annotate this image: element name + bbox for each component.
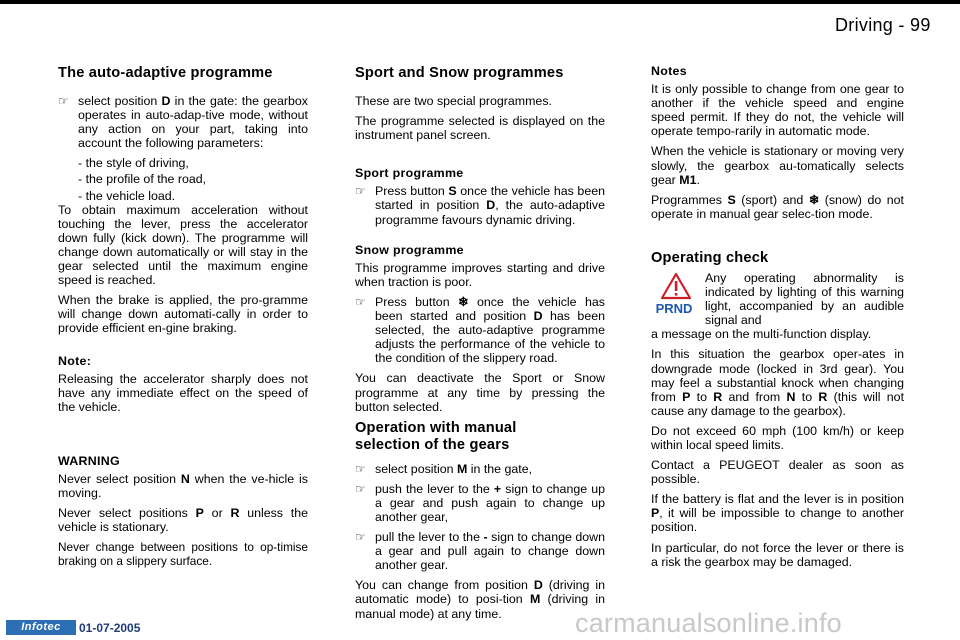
snowflake-icon: ❄ [458,294,469,309]
warning-light-block [651,271,904,327]
notes-text-3: Programmes S (sport) and ❄ (snow) do not operate in manual gear selec-tion mode. [651,192,904,221]
param-load: - the vehicle load. [78,188,176,203]
bullet-select-d: ☞ select position D in the gate: the gearbox operates in auto-adap-tive mode, without any action on your part, taking into account the following parameters: [58,94,308,151]
snowflake-icon: ❄ [808,192,820,207]
manual-heading: Operation with manual selection of the gears [355,419,517,453]
sport-programme-title: Sport programme [355,166,464,181]
column-sport-snow [355,64,605,627]
deactivate-text: You can deactivate the Sport or Snow programme at any time by pressing the button selected. [355,371,605,414]
gearbox-warning-light-icon [651,271,697,317]
warning-p-r: Never select positions P or R unless the vehicle is stationary. [58,506,309,535]
pointing-hand-icon: ☞ [355,530,366,545]
contact-dealer-text: Contact a PEUGEOT dealer as soon as possible. [651,458,904,487]
notes-text-1: It is only possible to change from one gear to another if the vehicle speed and engine speed permit. If they do not, the vehicle will operate tempo-rarily in automatic mode. [651,82,904,139]
warning-title: WARNING [58,453,120,468]
snow-text: This programme improves starting and drive when traction is poor. [355,260,605,289]
pointing-hand-icon: ☞ [58,94,69,108]
auto-adaptive-heading: The auto-adaptive programme [58,65,273,81]
footer-date: 01-07-2005 [79,621,141,635]
multifunction-display-text: a message on the multi-function display. [651,327,872,342]
pointing-hand-icon: ☞ [355,184,366,199]
svg-text:PRND: PRND [655,300,693,316]
header-rule [0,0,960,4]
watermark: carmanualsonline.info [575,608,842,638]
operating-check-heading: Operating check [651,249,769,266]
warning-light-text: Any operating abnormality is indicated by lighting of this warning light, accompanied by an audible signal and [705,270,904,328]
column-auto-adaptive [58,64,308,575]
bullet-minus: ☞ pull the lever to the - sign to change down a gear and pull again to change down another gear. [355,530,606,573]
braking-paragraph: When the brake is applied, the pro-gramme will change down automati-cally in order to provide efficient en-gine braking. [58,293,308,336]
force-lever-text: In particular, do not force the lever or there is a risk the gearbox may be damaged. [651,540,904,569]
note-title: Note: [58,353,92,368]
notes-title: Notes [651,64,687,78]
bullet-sport: ☞ Press button S once the vehicle has been started in position D, the auto-adaptive programme favours dynamic driving. [355,184,605,227]
page-title: Driving - 99 [835,15,931,35]
flat-battery-text: If the battery is flat and the lever is in position P, it will be impossible to change to another position. [651,492,904,535]
display-text: The programme selected is displayed on the instrument panel screen. [355,114,605,143]
pointing-hand-icon: ☞ [355,481,366,496]
warning-n: Never select position N when the ve-hicle is moving. [58,471,308,501]
column-notes-check [651,64,904,575]
downgrade-mode-text: In this situation the gearbox oper-ates in downgrade mode (locked in 3rd gear). You may feel a substantial knock when changing from P to R and from N to R (this will not cause any damage to the gearbox). [651,347,905,418]
sport-snow-heading: Sport and Snow programmes [355,65,564,81]
infotec-logo: Infotec [6,620,76,635]
param-profile: - the profile of the road, [78,172,207,187]
param-style: - the style of driving, [78,156,189,171]
kickdown-paragraph: To obtain maximum acceleration without touching the lever, press the accelerator down fully (kick down). The programme will change down automatically or will stay in the gear selected until the maximum engine speed is reached. [58,202,308,288]
bullet-select-m: ☞ select position M in the gate, [355,461,533,476]
notes-text-2: When the vehicle is stationary or moving very slowly, the gearbox au-tomatically selects gear M1. [651,144,904,187]
bullet-plus: ☞ push the lever to the + sign to change up a gear and push again to change up another gear, [355,481,605,524]
speed-limit-text: Do not exceed 60 mph (100 km/h) or keep within local speed limits. [651,423,904,452]
warning-slippery: Never change between positions to op-timise braking on a slippery surface. [58,540,308,569]
change-mode-text: You can change from position D (driving in automatic mode) to posi-tion M (driving in manual mode) at any time. [355,578,605,621]
special-programmes-text: These are two special programmes. [355,94,552,108]
note-text: Releasing the accelerator sharply does not have any immediate effect on the speed of the vehicle. [58,371,308,414]
pointing-hand-icon: ☞ [355,461,366,476]
pointing-hand-icon: ☞ [355,294,366,309]
snow-programme-title: Snow programme [355,242,464,257]
bullet-snow: ☞ Press button ❄ once the vehicle has been started and position D has been selected, the auto-adaptive programme adjusts the performance of the vehicle to the condition of the slippery road. [355,294,605,366]
